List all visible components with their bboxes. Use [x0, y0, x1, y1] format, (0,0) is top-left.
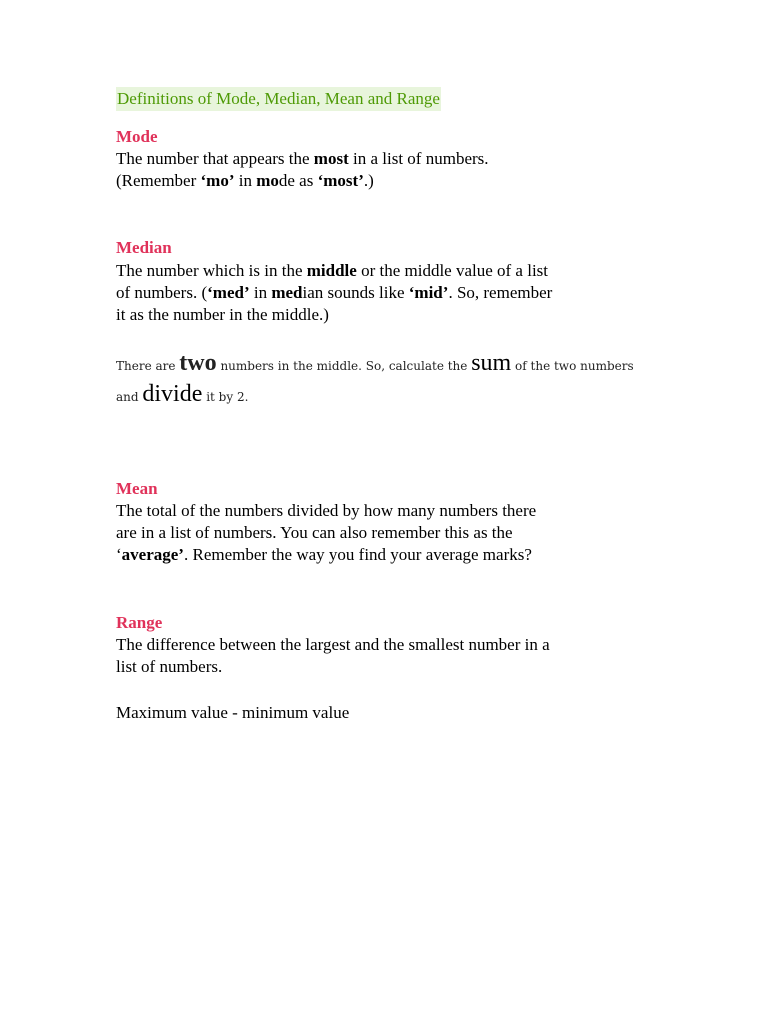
- median-line-3: it as the number in the middle.): [116, 305, 329, 324]
- median-line-1: The number which is in the middle or the middle value of a list: [116, 261, 549, 280]
- median-note-line-2: and divide it by 2.: [116, 381, 249, 407]
- mode-definition: [116, 148, 676, 192]
- page-title: Definitions of Mode, Median, Mean and Range: [116, 87, 441, 111]
- mean-definition: [116, 500, 676, 566]
- mode-line-1: The number that appears the most in a list of numbers.: [116, 149, 489, 168]
- range-line-1: The difference between the largest and the smallest number in a: [116, 635, 550, 654]
- range-line-2: list of numbers.: [116, 657, 223, 676]
- range-definition: [116, 634, 676, 678]
- heading-median: Median: [116, 238, 172, 257]
- mean-line-1: The total of the numbers divided by how many numbers there: [116, 501, 537, 520]
- mode-line-2: (Remember ‘mo’ in mode as ‘most’.): [116, 171, 374, 190]
- range-formula: Maximum value - minimum value: [116, 703, 350, 722]
- median-definition: [116, 260, 676, 326]
- median-line-2: of numbers. (‘med’ in median sounds like ‘mid’. So, remember: [116, 283, 553, 302]
- mean-line-2: are in a list of numbers. You can also remember this as the: [116, 523, 513, 542]
- mean-line-3: ‘average’. Remember the way you find your average marks?: [116, 545, 532, 564]
- heading-mean: Mean: [116, 479, 158, 498]
- heading-mode: Mode: [116, 127, 158, 146]
- heading-range: Range: [116, 613, 163, 632]
- median-note-line-1: There are two numbers in the middle. So, calculate the sum of the two numbers: [116, 350, 634, 376]
- median-even-note: [116, 350, 716, 412]
